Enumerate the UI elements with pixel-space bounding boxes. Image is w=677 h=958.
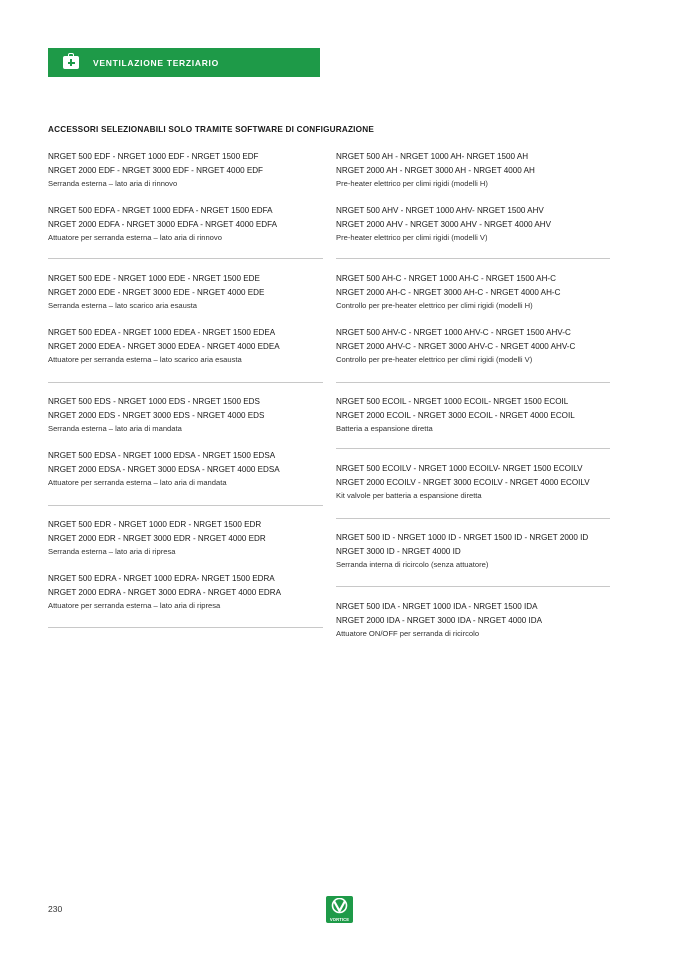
accessory-description: Batteria a espansione diretta xyxy=(336,424,433,433)
accessory-code-line: NRGET 500 EDS - NRGET 1000 EDS - NRGET 1500 EDS xyxy=(48,397,260,406)
accessory-code-line: NRGET 500 ECOIL - NRGET 1000 ECOIL- NRGET 1500 ECOIL xyxy=(336,397,569,406)
accessory-code-line: NRGET 2000 ECOILV - NRGET 3000 ECOILV - NRGET 4000 ECOILV xyxy=(336,477,590,487)
accessory-code-line: NRGET 500 AHV-C - NRGET 1000 AHV-C - NRGET 1500 AHV-C xyxy=(336,328,571,337)
accessory-description: Serranda esterna – lato scarico aria esausta xyxy=(48,301,198,310)
vortice-logo-icon xyxy=(329,898,350,914)
accessory-code-line: NRGET 2000 AHV-C - NRGET 3000 AHV-C - NRGET 4000 AHV-C xyxy=(336,341,576,351)
accessory-code-line: NRGET 2000 EDEA - NRGET 3000 EDEA - NRGET 4000 EDEA xyxy=(48,341,280,351)
accessory-description: Attuatore per serranda esterna – lato aria di mandata xyxy=(48,478,227,487)
divider xyxy=(48,258,323,259)
accessory-code-line: NRGET 2000 EDRA - NRGET 3000 EDRA - NRGET 4000 EDRA xyxy=(48,587,282,597)
accessory-item xyxy=(48,272,323,313)
divider xyxy=(48,627,323,628)
logo-text: VORTICE xyxy=(329,917,350,922)
accessory-code-line: NRGET 500 IDA - NRGET 1000 IDA - NRGET 1500 IDA xyxy=(336,602,538,611)
accessory-code-line: NRGET 2000 IDA - NRGET 3000 IDA - NRGET 4000 IDA xyxy=(336,615,543,625)
accessory-code-line: NRGET 500 EDF - NRGET 1000 EDF - NRGET 1500 EDF xyxy=(48,152,259,161)
accessory-code-line: NRGET 2000 EDS - NRGET 3000 EDS - NRGET 4000 EDS xyxy=(48,410,265,420)
accessory-description: Serranda esterna – lato aria di mandata xyxy=(48,424,182,433)
accessory-description: Kit valvole per batteria a espansione diretta xyxy=(336,491,482,500)
section-heading: ACCESSORI SELEZIONABILI SOLO TRAMITE SOFTWARE DI CONFIGURAZIONE xyxy=(48,125,375,134)
accessory-item xyxy=(336,395,610,436)
accessory-code-line: NRGET 3000 ID - NRGET 4000 ID xyxy=(336,546,461,556)
accessory-description: Serranda esterna – lato aria di rinnovo xyxy=(48,179,178,188)
accessory-item xyxy=(48,150,323,191)
accessory-code-line: NRGET 500 AH-C - NRGET 1000 AH-C - NRGET 1500 AH-C xyxy=(336,274,556,283)
accessory-item xyxy=(336,204,610,245)
accessory-code-line: NRGET 500 ID - NRGET 1000 ID - NRGET 1500 ID - NRGET 2000 ID xyxy=(336,533,589,542)
accessory-code-line: NRGET 2000 AHV - NRGET 3000 AHV - NRGET 4000 AHV xyxy=(336,219,552,229)
accessory-code-line: NRGET 500 EDR - NRGET 1000 EDR - NRGET 1500 EDR xyxy=(48,520,262,529)
accessory-description: Serranda esterna – lato aria di ripresa xyxy=(48,547,176,556)
divider xyxy=(48,382,323,383)
accessory-description: Serranda interna di ricircolo (senza attuatore) xyxy=(336,560,489,569)
page-number: 230 xyxy=(48,904,63,914)
banner-title: VENTILAZIONE TERZIARIO xyxy=(93,57,219,68)
accessory-description: Attuatore per serranda esterna – lato aria di rinnovo xyxy=(48,233,222,242)
accessory-description: Attuatore per serranda esterna – lato scarico aria esausta xyxy=(48,355,242,364)
section-banner xyxy=(48,48,320,77)
accessory-code-line: NRGET 500 EDEA - NRGET 1000 EDEA - NRGET 1500 EDEA xyxy=(48,328,276,337)
accessory-description: Attuatore per serranda esterna – lato aria di ripresa xyxy=(48,601,221,610)
divider xyxy=(336,258,610,259)
accessory-item xyxy=(48,204,323,245)
accessory-code-line: NRGET 2000 EDFA - NRGET 3000 EDFA - NRGET 4000 EDFA xyxy=(48,219,277,229)
accessory-item xyxy=(48,518,323,559)
accessory-description: Attuatore ON/OFF per serranda di ricircolo xyxy=(336,629,480,638)
accessory-code-line: NRGET 2000 EDR - NRGET 3000 EDR - NRGET 4000 EDR xyxy=(48,533,266,543)
accessory-code-line: NRGET 500 EDFA - NRGET 1000 EDFA - NRGET 1500 EDFA xyxy=(48,206,273,215)
accessory-item xyxy=(336,326,610,367)
accessory-item xyxy=(336,531,610,572)
divider xyxy=(48,505,323,506)
accessory-code-line: NRGET 500 EDRA - NRGET 1000 EDRA- NRGET 1500 EDRA xyxy=(48,574,275,583)
accessory-item xyxy=(336,150,610,191)
accessory-description: Pre-heater elettrico per climi rigidi (modelli H) xyxy=(336,179,488,188)
accessory-code-line: NRGET 2000 ECOIL - NRGET 3000 ECOIL - NRGET 4000 ECOIL xyxy=(336,410,575,420)
divider xyxy=(336,382,610,383)
divider xyxy=(336,586,610,587)
accessory-code-line: NRGET 500 AHV - NRGET 1000 AHV- NRGET 1500 AHV xyxy=(336,206,544,215)
accessory-item xyxy=(48,395,323,436)
accessory-item xyxy=(48,326,323,367)
accessory-code-line: NRGET 2000 EDE - NRGET 3000 EDE - NRGET 4000 EDE xyxy=(48,287,265,297)
accessory-code-line: NRGET 2000 AH - NRGET 3000 AH - NRGET 4000 AH xyxy=(336,165,535,175)
accessory-code-line: NRGET 500 AH - NRGET 1000 AH- NRGET 1500 AH xyxy=(336,152,529,161)
accessory-code-line: NRGET 2000 EDF - NRGET 3000 EDF - NRGET 4000 EDF xyxy=(48,165,264,175)
accessory-code-line: NRGET 500 ECOILV - NRGET 1000 ECOILV- NRGET 1500 ECOILV xyxy=(336,464,583,473)
accessory-item xyxy=(336,272,610,313)
accessory-description: Controllo per pre-heater elettrico per climi rigidi (modelli V) xyxy=(336,355,533,364)
accessory-description: Controllo per pre-heater elettrico per climi rigidi (modelli H) xyxy=(336,301,533,310)
accessory-code-line: NRGET 2000 AH-C - NRGET 3000 AH-C - NRGET 4000 AH-C xyxy=(336,287,561,297)
divider xyxy=(336,448,610,449)
divider xyxy=(336,518,610,519)
accessory-code-line: NRGET 500 EDE - NRGET 1000 EDE - NRGET 1500 EDE xyxy=(48,274,260,283)
accessory-code-line: NRGET 500 EDSA - NRGET 1000 EDSA - NRGET 1500 EDSA xyxy=(48,451,276,460)
vortice-logo xyxy=(326,896,353,923)
first-aid-case-icon xyxy=(63,56,79,69)
accessory-description: Pre-heater elettrico per climi rigidi (modelli V) xyxy=(336,233,488,242)
accessory-item xyxy=(48,449,323,490)
accessory-code-line: NRGET 2000 EDSA - NRGET 3000 EDSA - NRGET 4000 EDSA xyxy=(48,464,280,474)
accessory-item xyxy=(48,572,323,613)
accessory-item xyxy=(336,600,610,641)
accessory-item xyxy=(336,462,610,503)
